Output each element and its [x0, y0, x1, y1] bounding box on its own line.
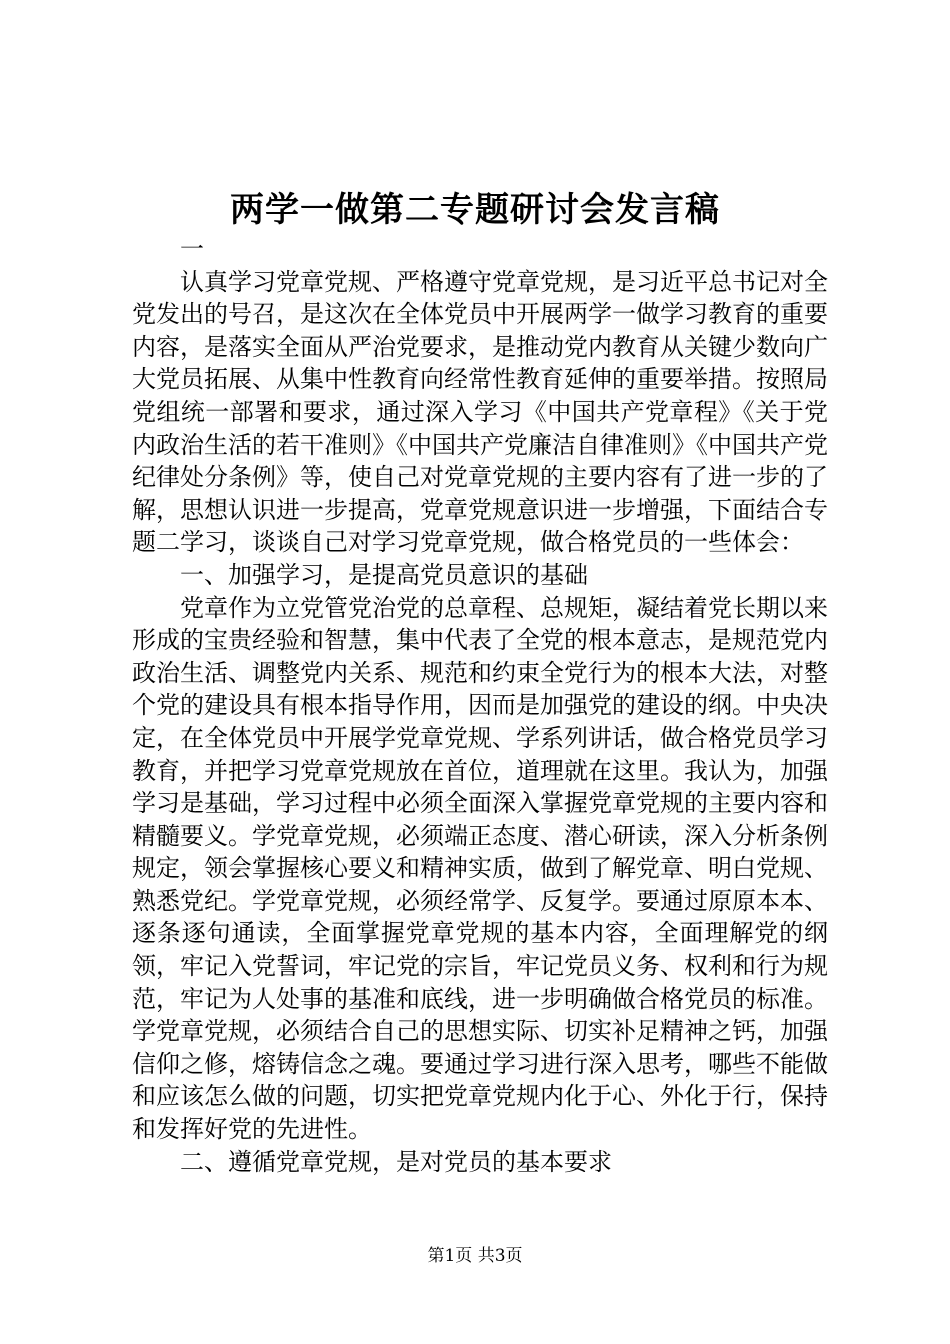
- section-marker: 一: [180, 235, 204, 263]
- document-body: [132, 233, 828, 1178]
- section-heading-2: 二、遵循党章党规，是对党员的基本要求: [180, 1147, 612, 1176]
- section-heading-1: 一、加强学习，是提高党员意识的基础: [180, 560, 588, 589]
- document-title: 两学一做第二专题研讨会发言稿: [230, 190, 720, 230]
- section-1-paragraph: 党章作为立党管党治党的总章程、总规矩，凝结着党长期以来形成的宝贵经验和智慧，集中代表了全党的根本意志，是规范党内政治生活、调整党内关系、规范和约束全党行为的根本大法，对整个党的建设具有根本指导作用，因而是加强党的建设的纲。中央决定，在全体党员中开展学党章党规、学系列讲话，做合格党员学习教育，并把学习党章党规放在首位，道理就在这里。我认为，加强学习是基础，学习过程中必须全面深入掌握党章党规的主要内容和精髓要义。学党章党规，必须端正态度、潜心研读，深入分析条例规定，领会掌握核心要义和精神实质，做到了解党章、明白党规、熟悉党纪。学党章党规，必须经常学、反复学。要通过原原本本、逐条逐句通读，全面掌握党章党规的基本内容，全面理解党的纲领，牢记入党誓词，牢记党的宗旨，牢记党员义务、权利和行为规范，牢记为人处事的基准和底线，进一步明确做合格党员的标准。学党章党规，必须结合自己的思想实际、切实补足精神之钙，加强信仰之修，熔铸信念之魂。要通过学习进行深入思考，哪些不能做和应该怎么做的问题，切实把党章党规内化于心、外化于行，保持和发挥好党的先进性。: [132, 593, 828, 1144]
- page-number-footer: 第1页 共3页: [427, 1246, 523, 1266]
- intro-paragraph: 认真学习党章党规、严格遵守党章党规，是习近平总书记对全党发出的号召，是这次在全体党员中开展两学一做学习教育的重要内容，是落实全面从严治党要求，是推动党内教育从关键少数向广大党员拓展、从集中性教育向经常性教育延伸的重要举措。按照局党组统一部署和要求，通过深入学习《中国共产党章程》《关于党内政治生活的若干准则》《中国共产党廉洁自律准则》《中国共产党纪律处分条例》等，使自己对党章党规的主要内容有了进一步的了解，思想认识进一步提高，党章党规意识进一步增强，下面结合专题二学习，谈谈自己对学习党章党规，做合格党员的一些体会：: [132, 267, 828, 557]
